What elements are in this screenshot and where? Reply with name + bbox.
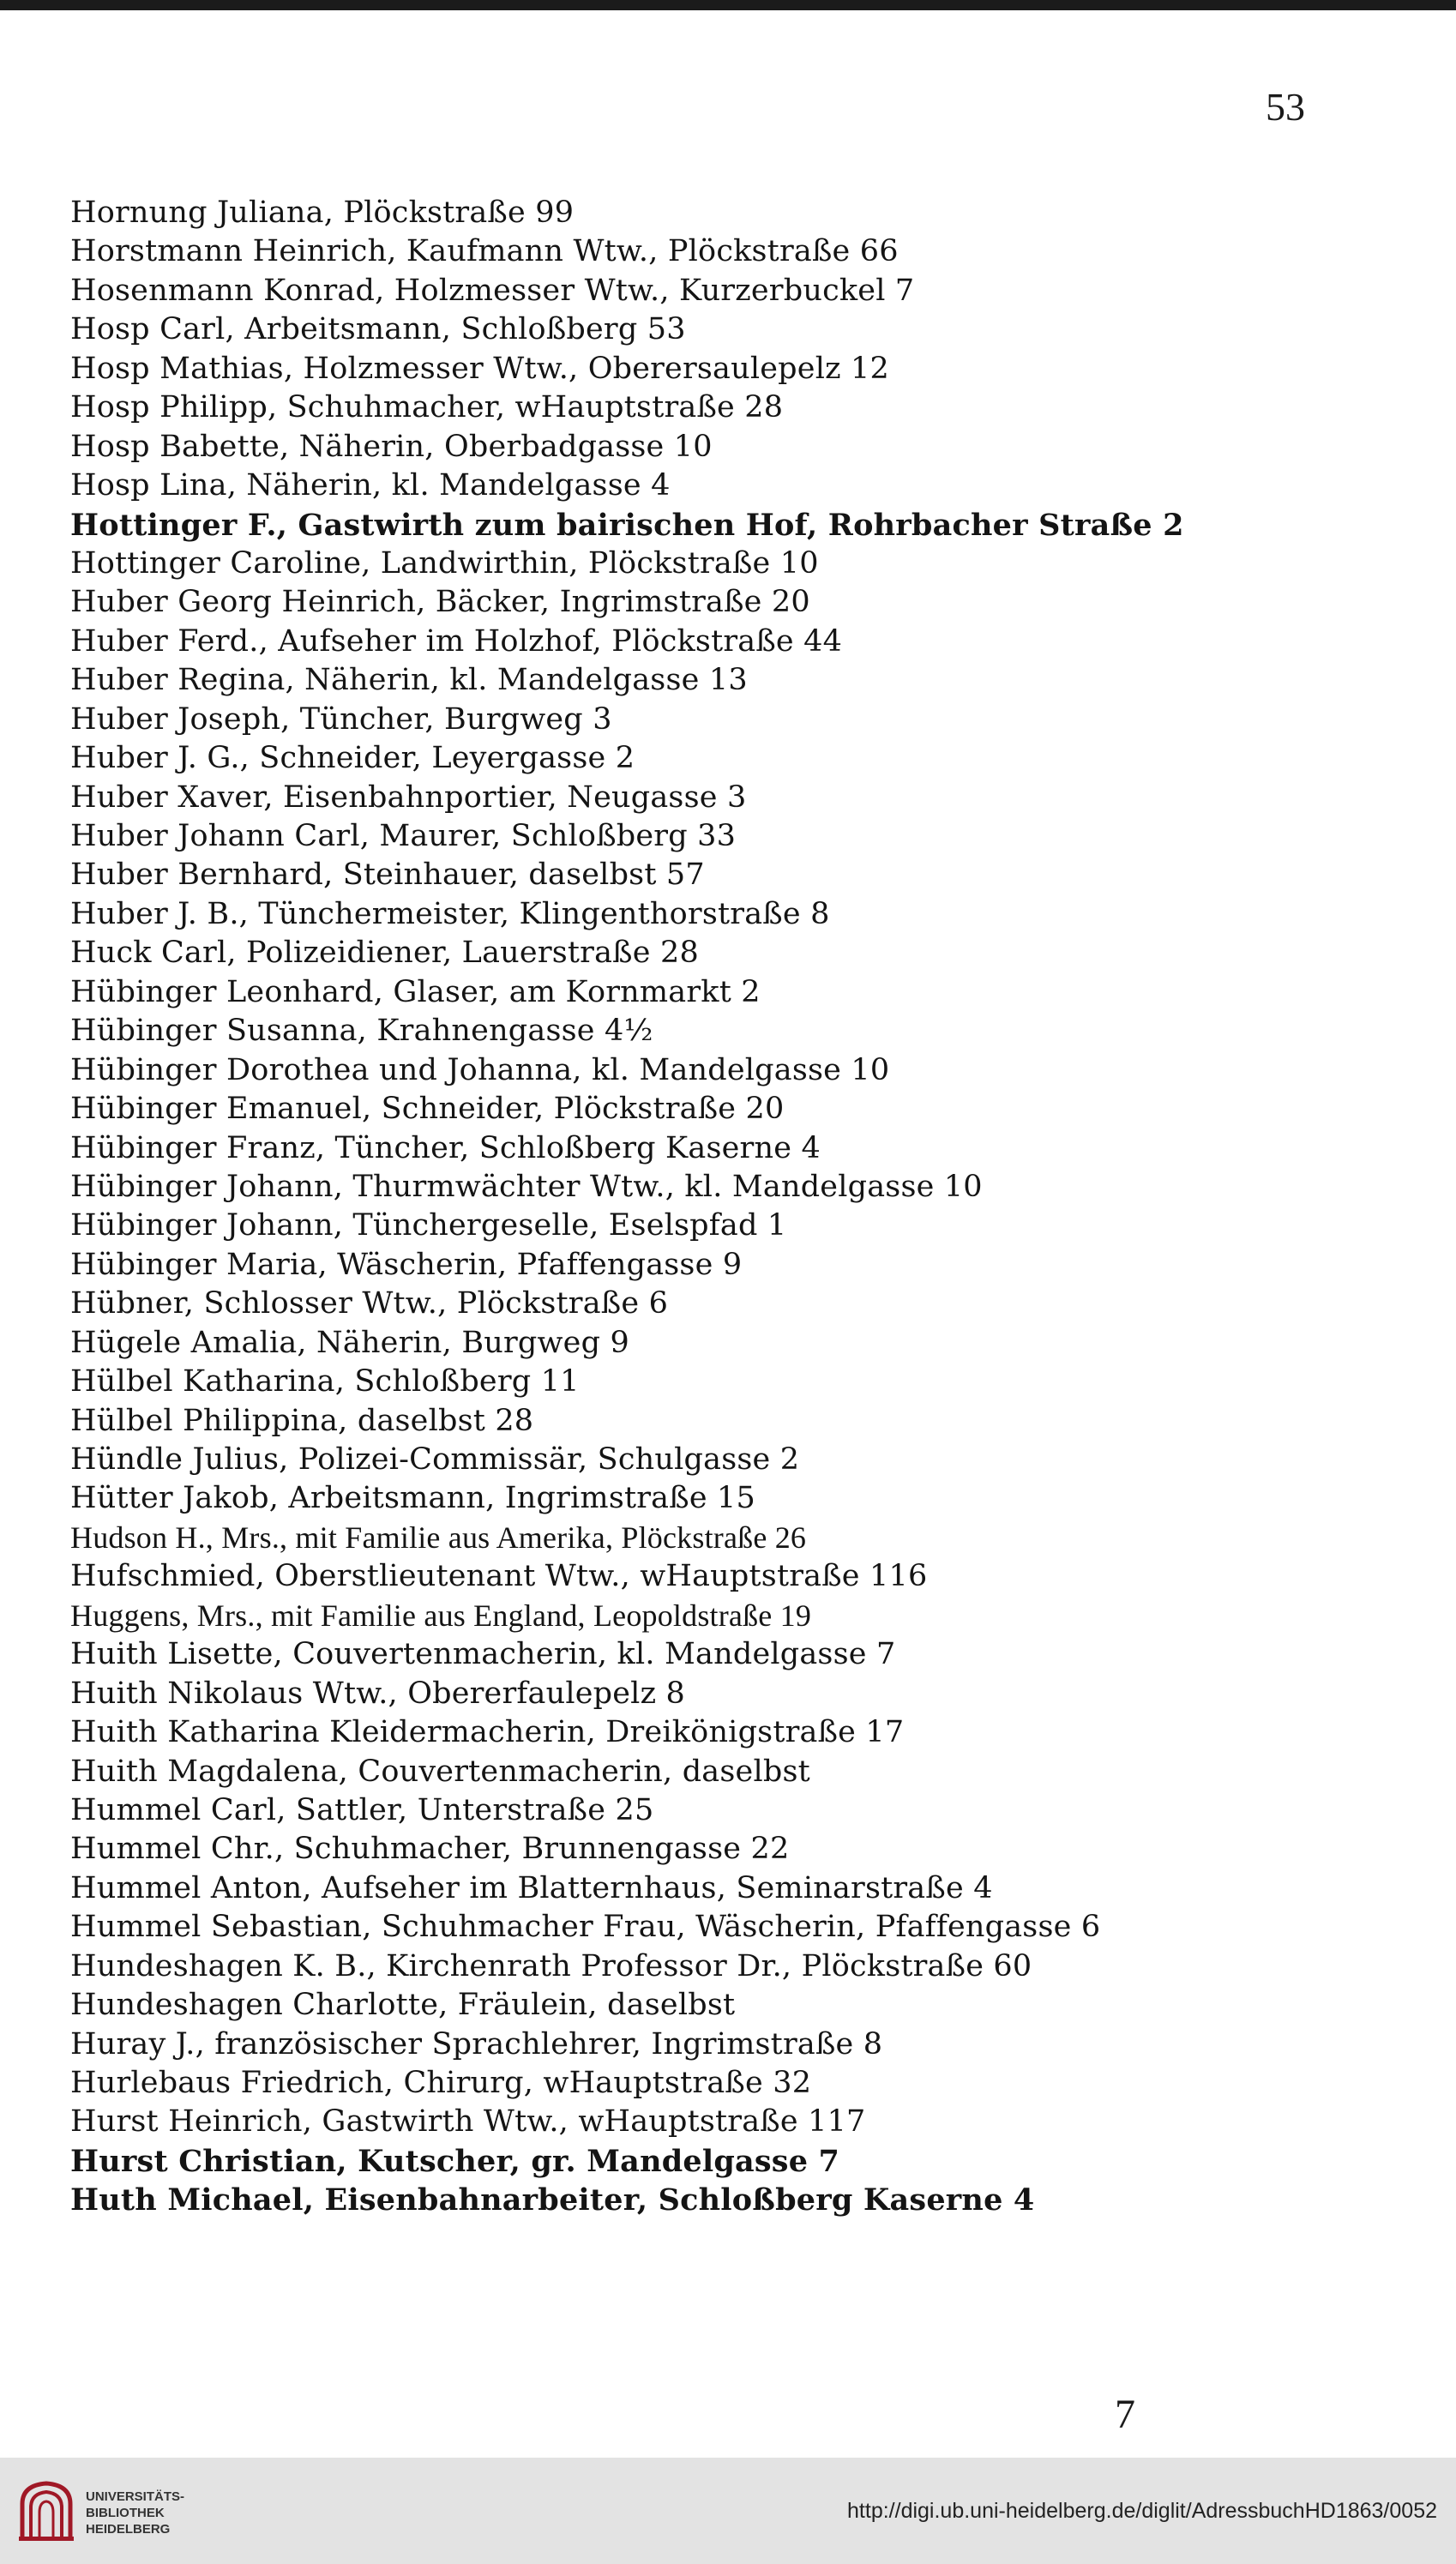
address-entry: Huber Georg Heinrich, Bäcker, Ingrimstraße 20 <box>70 585 810 620</box>
address-entry: Hufschmied, Oberstlieutenant Wtw., wHauptstraße 116 <box>70 1559 928 1594</box>
address-entry: Hübinger Dorothea und Johanna, kl. Mandelgasse 10 <box>70 1052 890 1087</box>
address-entry: Hübinger Johann, Thurmwächter Wtw., kl. Mandelgasse 10 <box>70 1169 983 1204</box>
address-entry: Hundeshagen K. B., Kirchenrath Professor Dr., Plöckstraße 60 <box>70 1948 1032 1983</box>
address-entry: Hosp Carl, Arbeitsmann, Schloßberg 53 <box>70 312 686 347</box>
permalink-url[interactable]: http://digi.ub.uni-heidelberg.de/diglit/AdressbuchHD1863/0052 <box>847 2499 1437 2523</box>
page-number: 53 <box>1266 85 1305 129</box>
address-entry: Huber Regina, Näherin, kl. Mandelgasse 13 <box>70 663 748 698</box>
sheet-signature: 7 <box>1115 2392 1135 2437</box>
address-entry: Hummel Sebastian, Schuhmacher Frau, Wäscherin, Pfaffengasse 6 <box>70 1910 1101 1945</box>
address-entry: Huray J., französischer Sprachlehrer, Ingrimstraße 8 <box>70 2026 883 2061</box>
address-entry: Huggens, Mrs., mit Familie aus England, Leopoldstraße 19 <box>70 1598 812 1633</box>
address-entry: Hübinger Johann, Tünchergeselle, Eselspfad 1 <box>70 1208 787 1243</box>
address-entry: Hummel Chr., Schuhmacher, Brunnengasse 22 <box>70 1832 790 1867</box>
address-entry: Hosp Lina, Näherin, kl. Mandelgasse 4 <box>70 468 671 503</box>
address-entry: Hummel Carl, Sattler, Unterstraße 25 <box>70 1792 654 1827</box>
address-entry: Huber Johann Carl, Maurer, Schloßberg 33 <box>70 819 737 853</box>
address-entry: Hütter Jakob, Arbeitsmann, Ingrimstraße 15 <box>70 1481 755 1516</box>
address-entry: Hundeshagen Charlotte, Fräulein, daselbst <box>70 1988 736 2023</box>
address-entry: Huith Katharina Kleidermacherin, Dreikönigstraße 17 <box>70 1715 905 1750</box>
address-entry: Huber J. G., Schneider, Leyergasse 2 <box>70 741 635 776</box>
address-entry: Hummel Anton, Aufseher im Blatternhaus, Seminarstraße 4 <box>70 1870 993 1905</box>
address-entry: Hübner, Schlosser Wtw., Plöckstraße 6 <box>70 1286 669 1321</box>
address-entry: Hübinger Emanuel, Schneider, Plöckstraße 20 <box>70 1092 785 1127</box>
library-footer-bar <box>0 2458 1456 2564</box>
address-entry: Hübinger Susanna, Krahnengasse 4½ <box>70 1014 653 1049</box>
address-entry: Huber Xaver, Eisenbahnportier, Neugasse 3 <box>70 779 747 815</box>
address-entry: Hübinger Maria, Wäscherin, Pfaffengasse 9 <box>70 1247 743 1282</box>
top-border-rule <box>0 0 1456 10</box>
address-entry: Hottinger Caroline, Landwirthin, Plöckstraße 10 <box>70 545 819 581</box>
address-entry: Huith Nikolaus Wtw., Obererfaulepelz 8 <box>70 1676 685 1711</box>
address-entry: Hornung Juliana, Plöckstraße 99 <box>70 196 575 230</box>
address-entry: Hosp Philipp, Schuhmacher, wHauptstraße 28 <box>70 390 784 425</box>
address-entry: Huck Carl, Polizeidiener, Lauerstraße 28 <box>70 936 699 971</box>
address-entry: Hülbel Philippina, daselbst 28 <box>70 1403 534 1438</box>
library-name-line: UNIVERSITÄTS- <box>86 2489 185 2504</box>
address-entry: Huith Magdalena, Couvertenmacherin, daselbst <box>70 1754 810 1789</box>
address-entry: Huber Joseph, Tüncher, Burgweg 3 <box>70 701 612 737</box>
address-entry: Hudson H., Mrs., mit Familie aus Amerika, Plöckstraße 26 <box>70 1520 807 1555</box>
address-entry: Hottinger F., Gastwirth zum bairischen Hof, Rohrbacher Straße 2 <box>70 507 1184 543</box>
address-entry: Hurlebaus Friedrich, Chirurg, wHauptstraße 32 <box>70 2066 812 2100</box>
address-entry: Horstmann Heinrich, Kaufmann Wtw., Plöckstraße 66 <box>70 234 899 269</box>
address-entry: Hübinger Franz, Tüncher, Schloßberg Kaserne 4 <box>70 1130 821 1165</box>
address-entry: Hübinger Leonhard, Glaser, am Kornmarkt 2 <box>70 974 761 1009</box>
library-name-line: HEIDELBERG <box>86 2522 171 2537</box>
library-name <box>86 2489 184 2537</box>
address-entry: Huber Bernhard, Steinhauer, daselbst 57 <box>70 858 705 893</box>
library-name-line: BIBLIOTHEK <box>86 2506 165 2520</box>
address-entry: Hurst Heinrich, Gastwirth Wtw., wHauptstraße 117 <box>70 2104 866 2140</box>
address-entry: Hündle Julius, Polizei-Commissär, Schulgasse 2 <box>70 1442 800 1477</box>
address-entry: Hülbel Katharina, Schloßberg 11 <box>70 1364 580 1399</box>
address-entry: Hosp Mathias, Holzmesser Wtw., Oberersaulepelz 12 <box>70 351 889 386</box>
address-entry: Huber J. B., Tünchermeister, Klingenthorstraße 8 <box>70 896 830 931</box>
address-entry: Huith Lisette, Couvertenmacherin, kl. Mandelgasse 7 <box>70 1637 896 1672</box>
address-entry: Hurst Christian, Kutscher, gr. Mandelgasse 7 <box>70 2143 840 2179</box>
address-entry-list <box>70 194 1408 2220</box>
address-entry: Hügele Amalia, Näherin, Burgweg 9 <box>70 1325 629 1360</box>
address-entry: Huber Ferd., Aufseher im Holzhof, Plöckstraße 44 <box>70 623 843 659</box>
address-entry: Hosp Babette, Näherin, Oberbadgasse 10 <box>70 429 713 464</box>
university-seal-icon <box>15 2478 77 2543</box>
address-entry: Hosenmann Konrad, Holzmesser Wtw., Kurzerbuckel 7 <box>70 273 915 308</box>
address-entry: Huth Michael, Eisenbahnarbeiter, Schloßberg Kaserne 4 <box>70 2182 1035 2218</box>
